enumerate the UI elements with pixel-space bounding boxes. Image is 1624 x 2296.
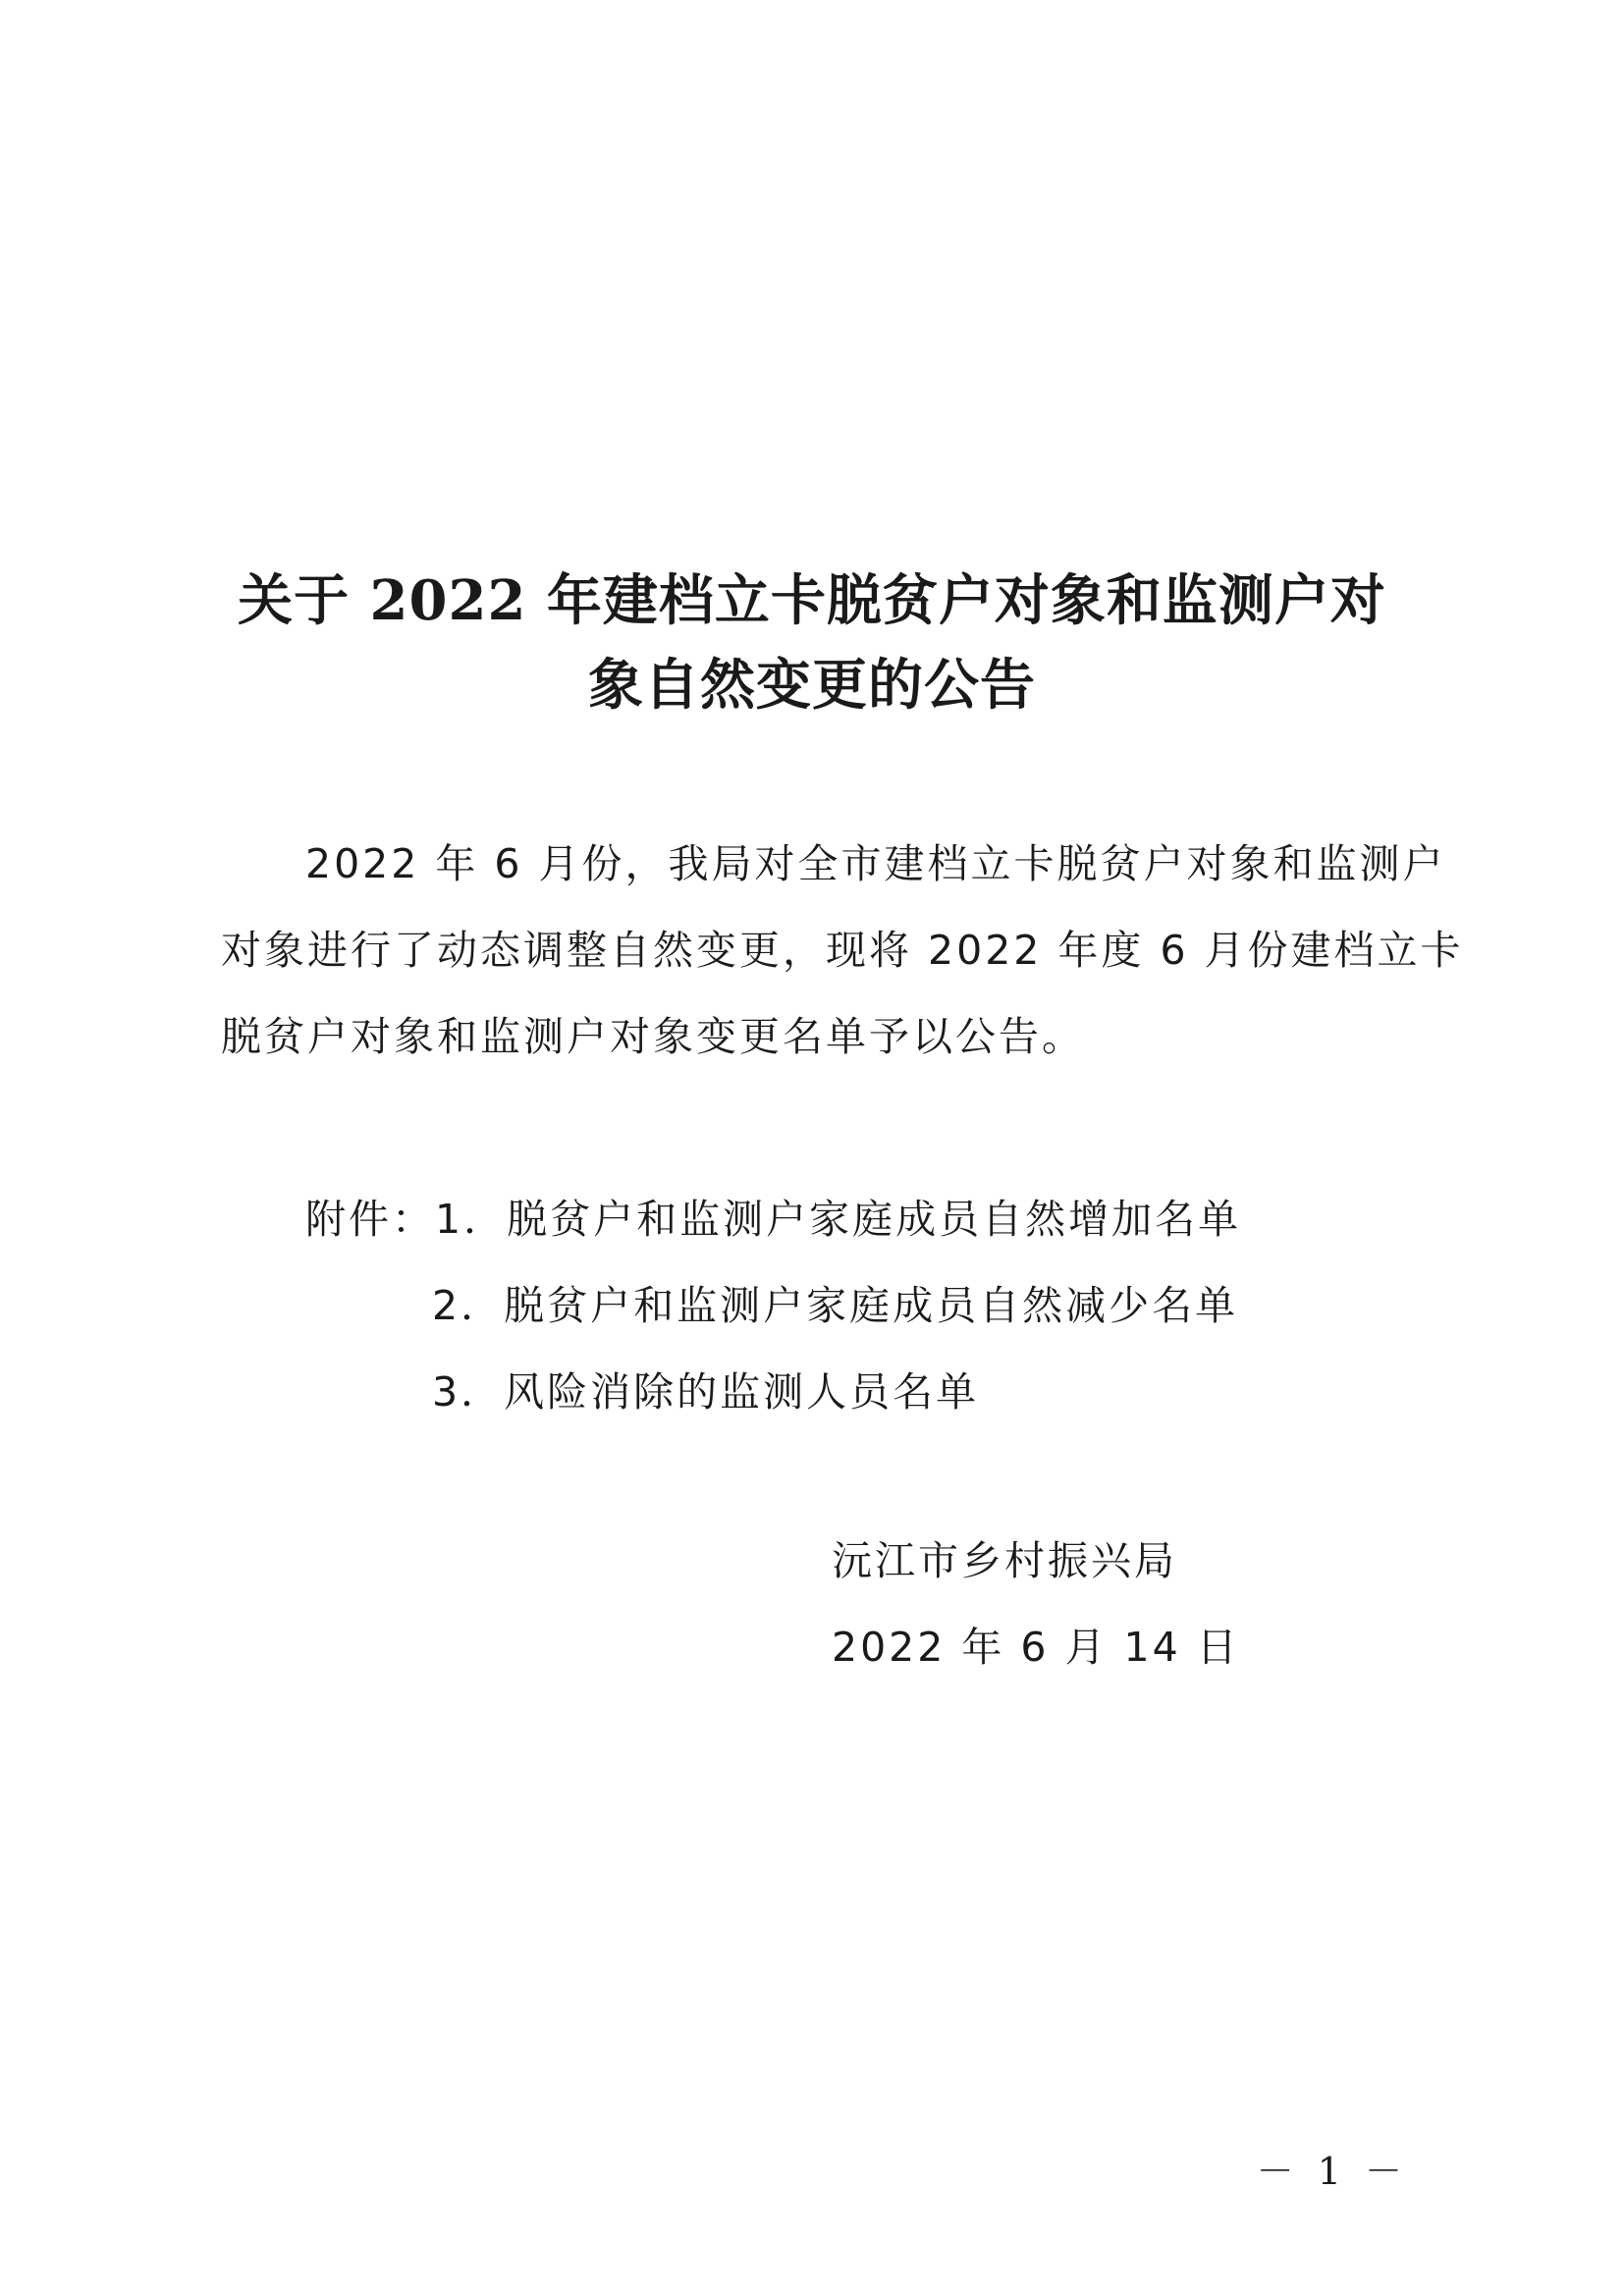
- attachment-item: 附件：1．脱贫户和监测户家庭成员自然增加名单: [305, 1196, 1242, 1243]
- issuing-organization: 沅江市乡村振兴局: [832, 1537, 1177, 1584]
- paragraph-line: 对象进行了动态调整自然变更，现将 2022 年度 6 月份建档立卡: [221, 927, 1464, 974]
- document-title-line-2: 象自然变更的公告: [588, 653, 1036, 718]
- attachment-item: 2．脱贫户和监测户家庭成员自然减少名单: [432, 1282, 1239, 1329]
- attachment-item: 3．风险消除的监测人员名单: [432, 1368, 980, 1415]
- paragraph-line: 脱贫户对象和监测户对象变更名单予以公告。: [221, 1013, 1085, 1060]
- page-number: － 1 －: [1256, 2150, 1408, 2193]
- paragraph-line: 2022 年 6 月份，我局对全市建档立卡脱贫户对象和监测户: [305, 840, 1446, 887]
- issue-date: 2022 年 6 月 14 日: [832, 1624, 1240, 1671]
- document-title-line-1: 关于 2022 年建档立卡脱贫户对象和监测户对: [238, 568, 1386, 633]
